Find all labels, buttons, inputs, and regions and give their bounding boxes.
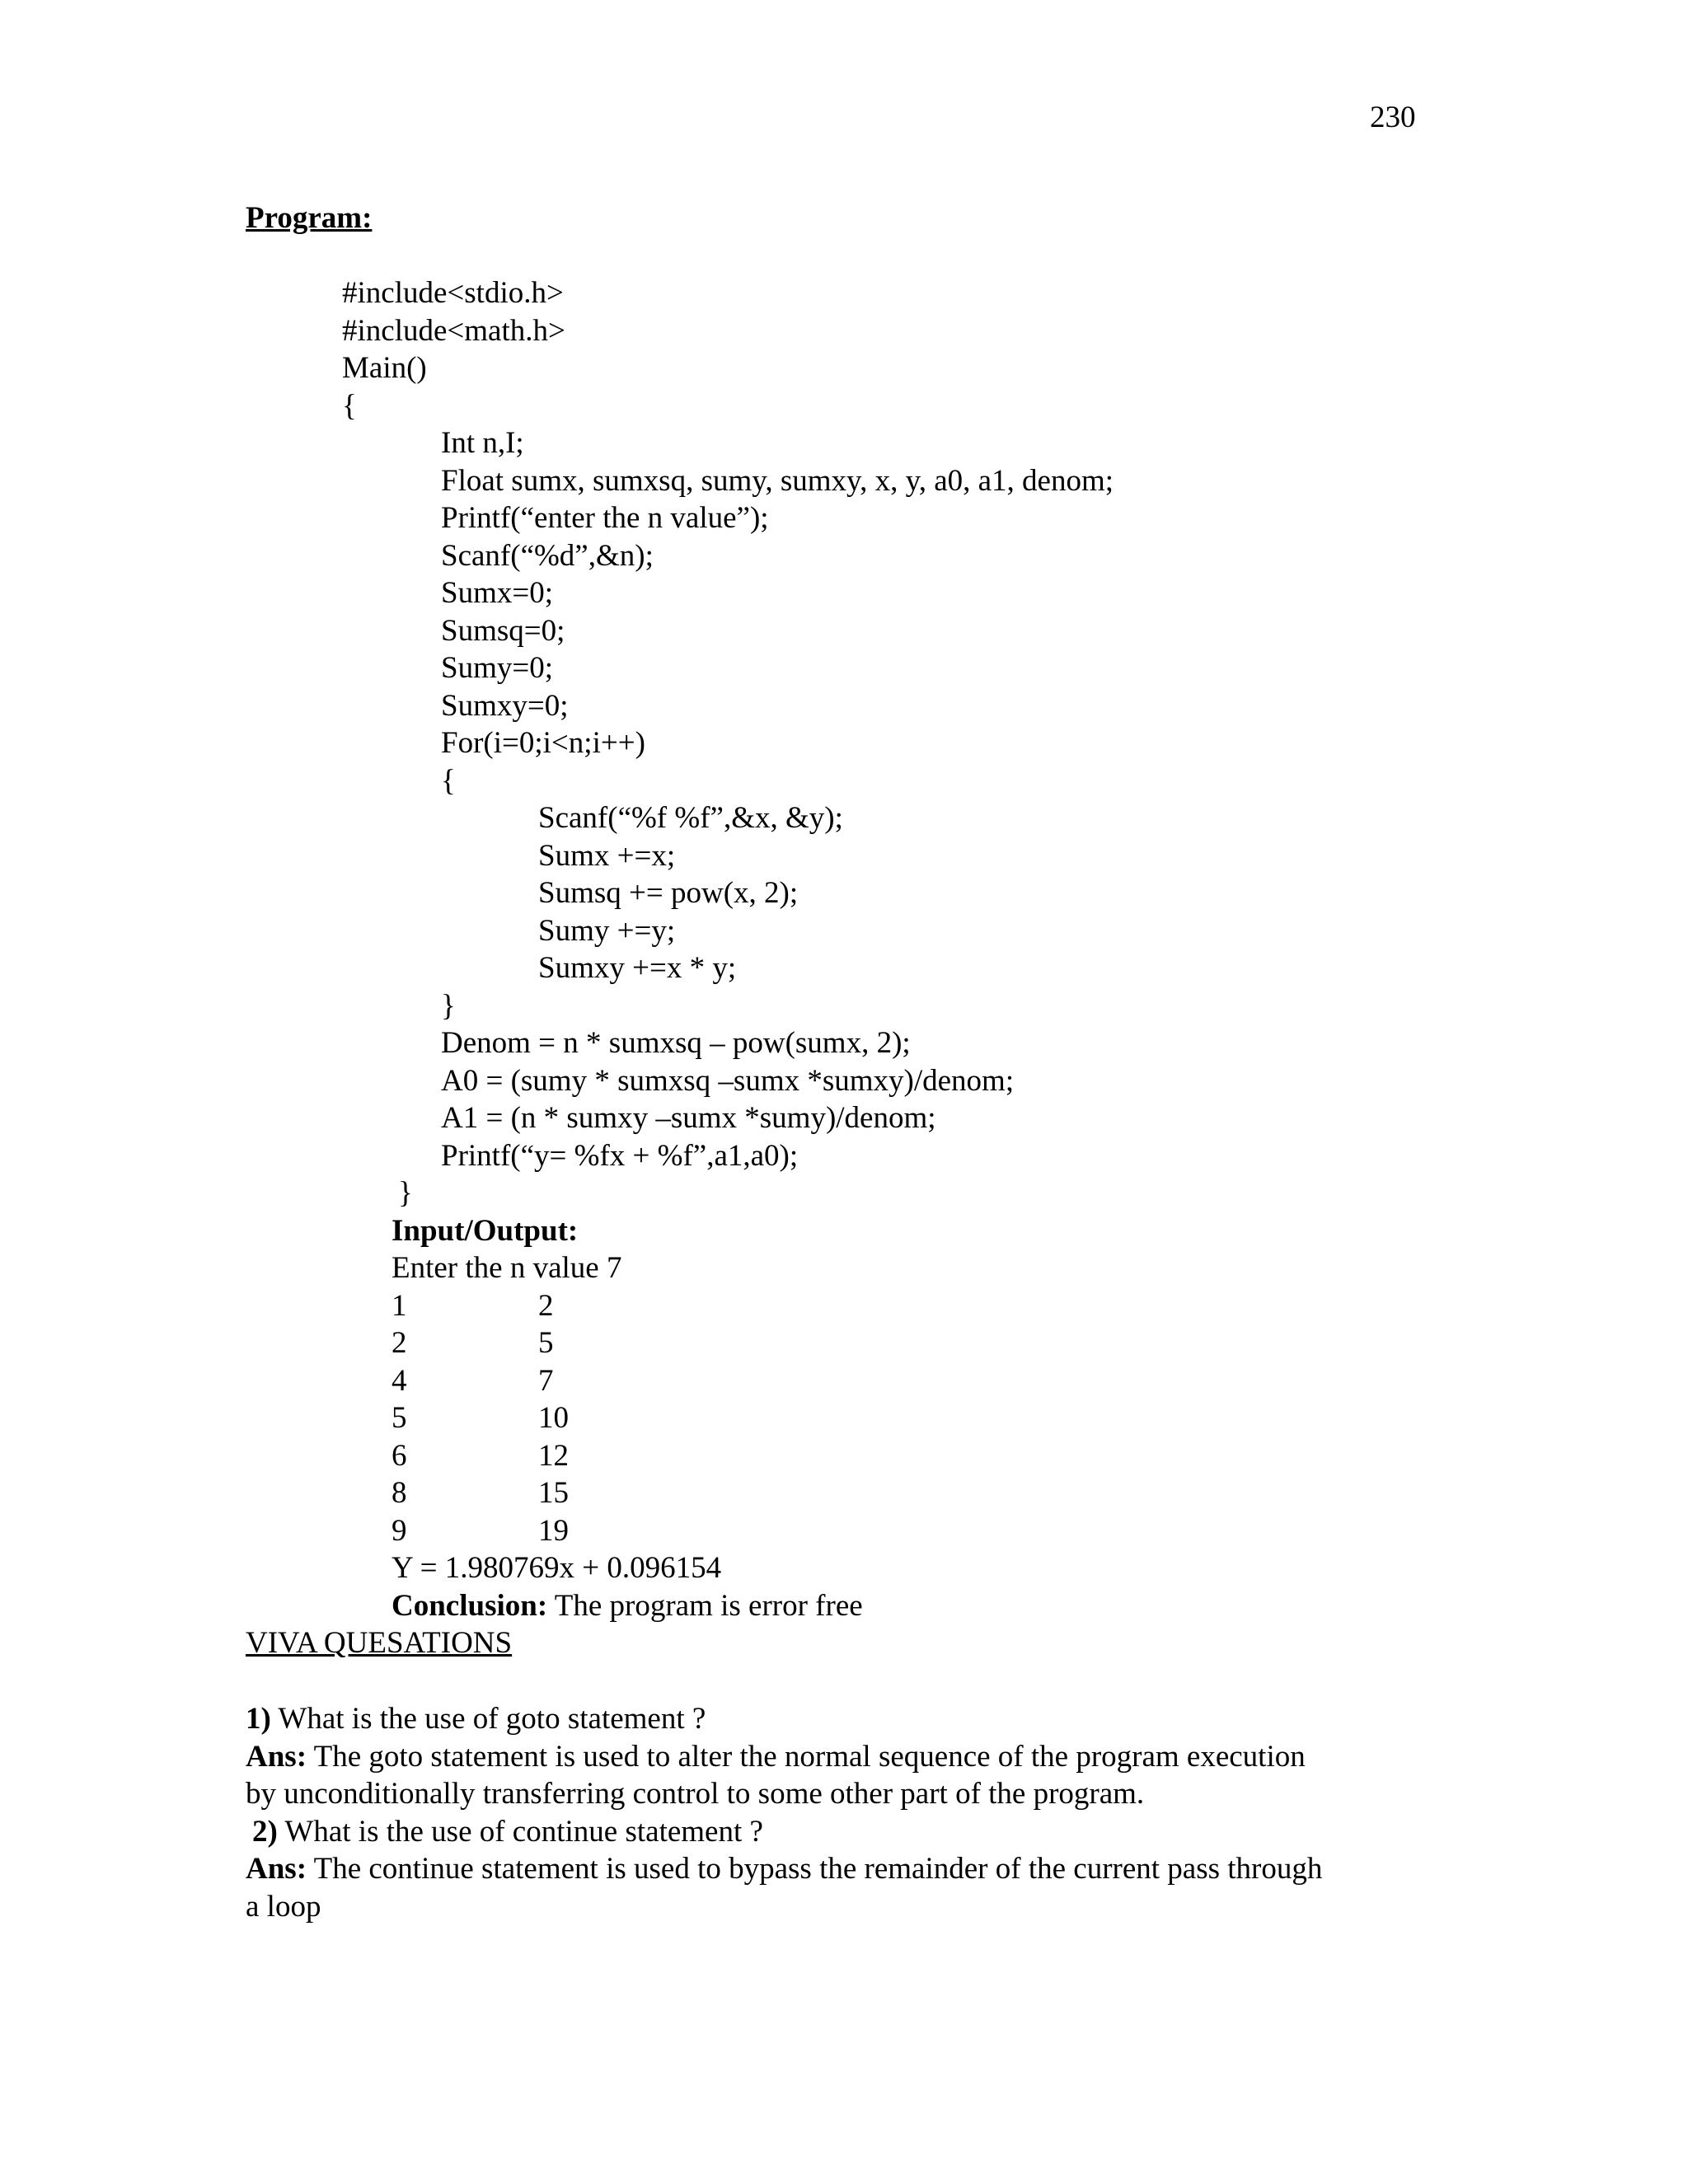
io-heading: Input/Output: [392,1214,579,1248]
io-x-value: 2 [392,1326,407,1360]
question [252,1816,763,1847]
code-line: Printf(“y= %fx + %f”,a1,a0); [441,1139,799,1173]
code-line: Sumxy=0; [441,689,569,723]
code-line: Scanf(“%d”,&n); [441,539,654,573]
code-line: Sumy +=y; [538,914,676,948]
code-line: Int n,I; [441,426,524,460]
io-y-value: 10 [538,1401,569,1435]
io-result: Y = 1.980769x + 0.096154 [392,1551,722,1585]
answer [246,1854,1322,1884]
question [246,1704,706,1734]
code-line: { [441,764,456,798]
io-x-value: 6 [392,1439,407,1473]
answer [246,1741,1306,1772]
code-line: A0 = (sumy * sumxsq –sumx *sumxy)/denom; [441,1064,1015,1098]
question-number: 1) [246,1702,271,1736]
conclusion [392,1591,863,1621]
io-x-value: 8 [392,1476,407,1510]
question-number: 2) [252,1815,278,1849]
conclusion-label: Conclusion: [392,1589,548,1623]
code-line: { [342,389,357,423]
io-x-value: 5 [392,1401,407,1435]
io-y-value: 2 [538,1289,554,1323]
answer-continuation: a loop [246,1890,321,1924]
code-line: Sumx=0; [441,576,554,610]
io-x-value: 1 [392,1289,407,1323]
code-line: Float sumx, sumxsq, sumy, sumxy, x, y, a0, a1, denom; [441,464,1114,498]
code-line: Sumx +=x; [538,839,676,873]
code-line: Sumsq=0; [441,614,565,648]
io-y-value: 5 [538,1326,554,1360]
answer-label: Ans: [246,1852,307,1886]
code-line: Sumy=0; [441,651,554,685]
conclusion-text: The program is error free [547,1589,863,1623]
code-line: Denom = n * sumxsq – pow(sumx, 2); [441,1026,911,1060]
program-heading: Program: [246,201,373,235]
io-x-value: 4 [392,1364,407,1398]
answer-label: Ans: [246,1740,307,1774]
question-text: What is the use of goto statement ? [270,1702,706,1736]
code-line: A1 = (n * sumxy –sumx *sumy)/denom; [441,1101,936,1135]
code-line: Printf(“enter the n value”); [441,501,769,535]
code-line: Sumxy +=x * y; [538,951,737,985]
code-line: #include<stdio.h> [342,276,564,310]
page-number: 230 [1370,101,1416,134]
code-line: } [441,989,456,1023]
io-y-value: 7 [538,1364,554,1398]
code-line: Main() [342,351,427,385]
answer-text: The goto statement is used to alter the normal sequence of the program execution [307,1740,1306,1774]
code-line: Sumsq += pow(x, 2); [538,876,799,910]
io-y-value: 15 [538,1476,569,1510]
code-line: For(i=0;i<n;i++) [441,726,645,760]
io-y-value: 19 [538,1514,569,1548]
code-line: #include<math.h> [342,314,565,348]
question-text: What is the use of continue statement ? [277,1815,763,1849]
io-prompt: Enter the n value 7 [392,1251,622,1285]
io-x-value: 9 [392,1514,407,1548]
answer-text: The continue statement is used to bypass the remainder of the current pass through [307,1852,1323,1886]
io-y-value: 12 [538,1439,569,1473]
answer-continuation: by unconditionally transferring control to some other part of the program. [246,1777,1145,1811]
code-line: Scanf(“%f %f”,&x, &y); [538,801,843,835]
code-line: } [398,1176,413,1210]
viva-heading: VIVA QUESATIONS [246,1626,513,1660]
